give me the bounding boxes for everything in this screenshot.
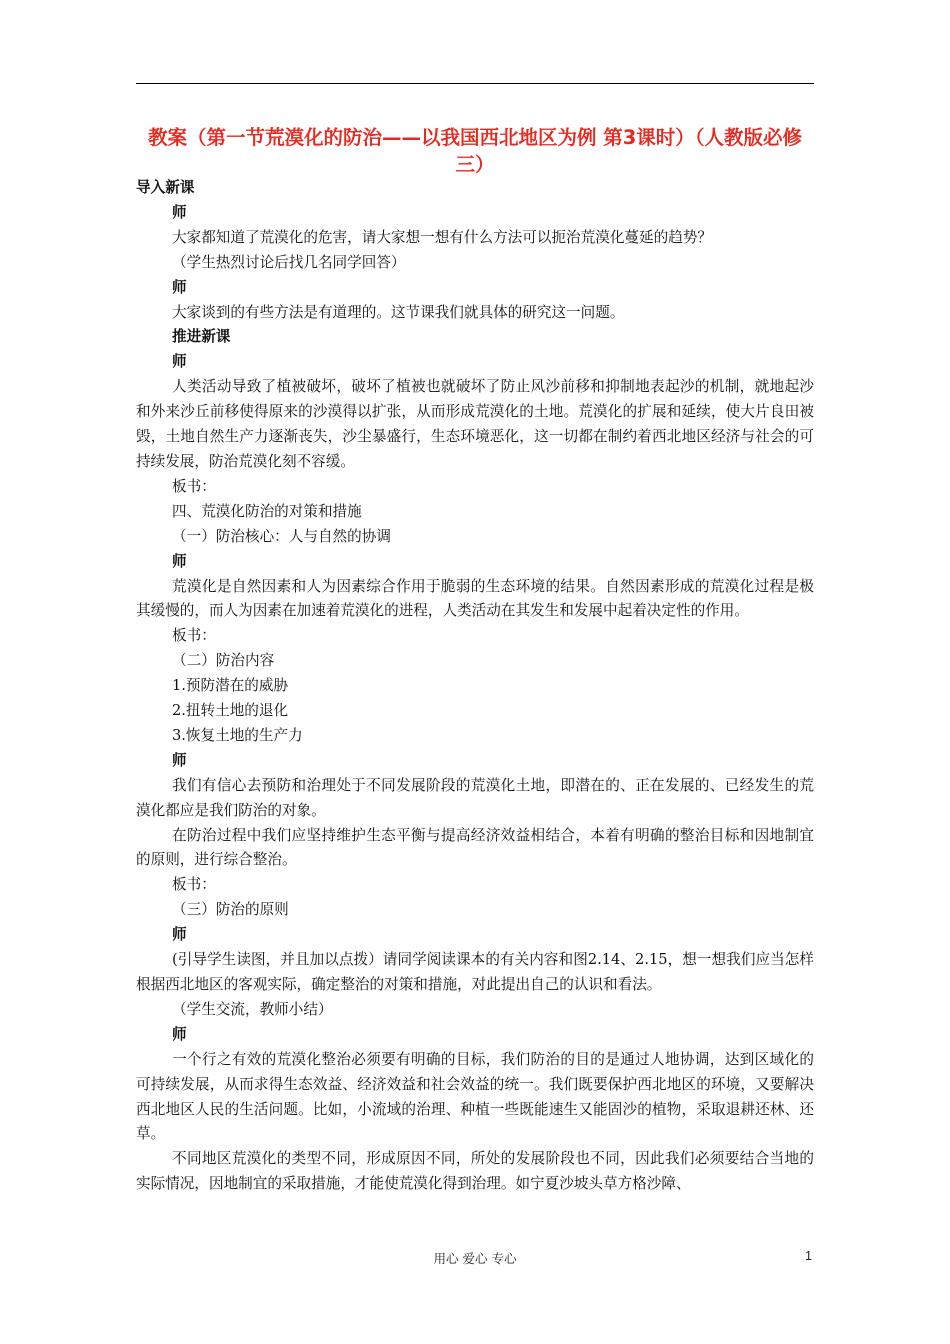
body-paragraph: 大家谈到的有些方法是有道理的。这节课我们就具体的研究这一问题。 [172, 303, 625, 321]
heading-line: 师 [172, 203, 187, 221]
heading-line: 师 [172, 1025, 187, 1043]
body-paragraph: （学生热烈讨论后找几名同学回答） [172, 253, 406, 271]
body-paragraph: （一）防治核心：人与自然的协调 [172, 527, 391, 545]
heading-line: 推进新课 [172, 328, 231, 346]
body-paragraph: 在防治过程中我们应坚持维护生态平衡与提高经济效益相结合，本着有明确的整治目标和因地制宜的原则，进行综合整治。 [136, 826, 814, 869]
page-number: 1 [805, 1249, 812, 1263]
document-title: 教案（第一节荒漠化的防治——以我国西北地区为例 第3课时）（人教版必修三） [147, 126, 803, 176]
body-paragraph: 我们有信心去预防和治理处于不同发展阶段的荒漠化土地，即潜在的、正在发展的、已经发生的荒漠化都应是我们防治的对象。 [136, 776, 814, 819]
body-paragraph: 2.扭转土地的退化 [172, 702, 289, 720]
heading-line: 导入新课 [136, 179, 195, 196]
body-paragraph: 大家都知道了荒漠化的危害，请大家想一想有什么方法可以扼治荒漠化蔓延的趋势？ [172, 228, 712, 246]
body-paragraph: 不同地区荒漠化的类型不同，形成原因不同，所处的发展阶段也不同，因此我们必须要结合当地的实际情况，因地制宜的采取措施，才能使荒漠化得到治理。如宁夏沙坡头草方格沙障、 [136, 1150, 814, 1193]
heading-line: 师 [172, 751, 187, 769]
body-paragraph: （学生交流，教师小结） [172, 1000, 333, 1018]
heading-line: 师 [172, 278, 187, 296]
body-paragraph: （二）防治内容 [172, 652, 275, 670]
body-paragraph: 1.预防潜在的威胁 [172, 677, 289, 695]
body-paragraph: 人类活动导致了植被破坏，破坏了植被也就破坏了防止风沙前移和抑制地表起沙的机制，就地起沙和外来沙丘前移使得原来的沙漠得以扩张，从而形成荒漠化的土地。荒漠化的扩展和延续，使大片良田被毁，土地自然生产力逐渐丧失，沙尘暴盛行，生态环境恶化，这一切都在制约着西北地区经济与社会的可持续发展，防治荒漠化刻不容缓。 [136, 378, 814, 470]
body-paragraph: 板书： [172, 876, 216, 894]
body-paragraph: 板书： [172, 477, 216, 495]
body-paragraph: 板书： [172, 627, 216, 645]
body-paragraph: （三）防治的原则 [172, 901, 289, 919]
body-paragraph: 荒漠化是自然因素和人为因素综合作用于脆弱的生态环境的结果。自然因素形成的荒漠化过程是极其缓慢的，而人为因素在加速着荒漠化的进程，人类活动在其发生和发展中起着决定性的作用。 [136, 577, 814, 620]
heading-line: 师 [172, 552, 187, 570]
document-body [136, 176, 814, 1197]
body-paragraph: (引导学生读图，并且加以点拨）请同学阅读课本的有关内容和图2.14、2.15，想一想我们应当怎样根据西北地区的客观实际，确定整治的对策和措施，对此提出自己的认识和看法。 [136, 951, 814, 993]
body-paragraph: 3.恢复土地的生产力 [172, 726, 303, 744]
heading-line: 师 [172, 926, 187, 944]
footer-text: 用心 爱心 专心 [433, 1251, 517, 1266]
header-rule [136, 83, 814, 84]
heading-line: 师 [172, 353, 187, 371]
body-paragraph: 一个行之有效的荒漠化整治必须要有明确的目标，我们防治的目的是通过人地协调，达到区域化的可持续发展，从而求得生态效益、经济效益和社会效益的统一。我们既要保护西北地区的环境，又要解决西北地区人民的生活问题。比如，小流域的治理、种植一些既能速生又能固沙的植物，采取退耕还林、还草。 [136, 1050, 814, 1143]
body-paragraph: 四、荒漠化防治的对策和措施 [172, 502, 362, 520]
